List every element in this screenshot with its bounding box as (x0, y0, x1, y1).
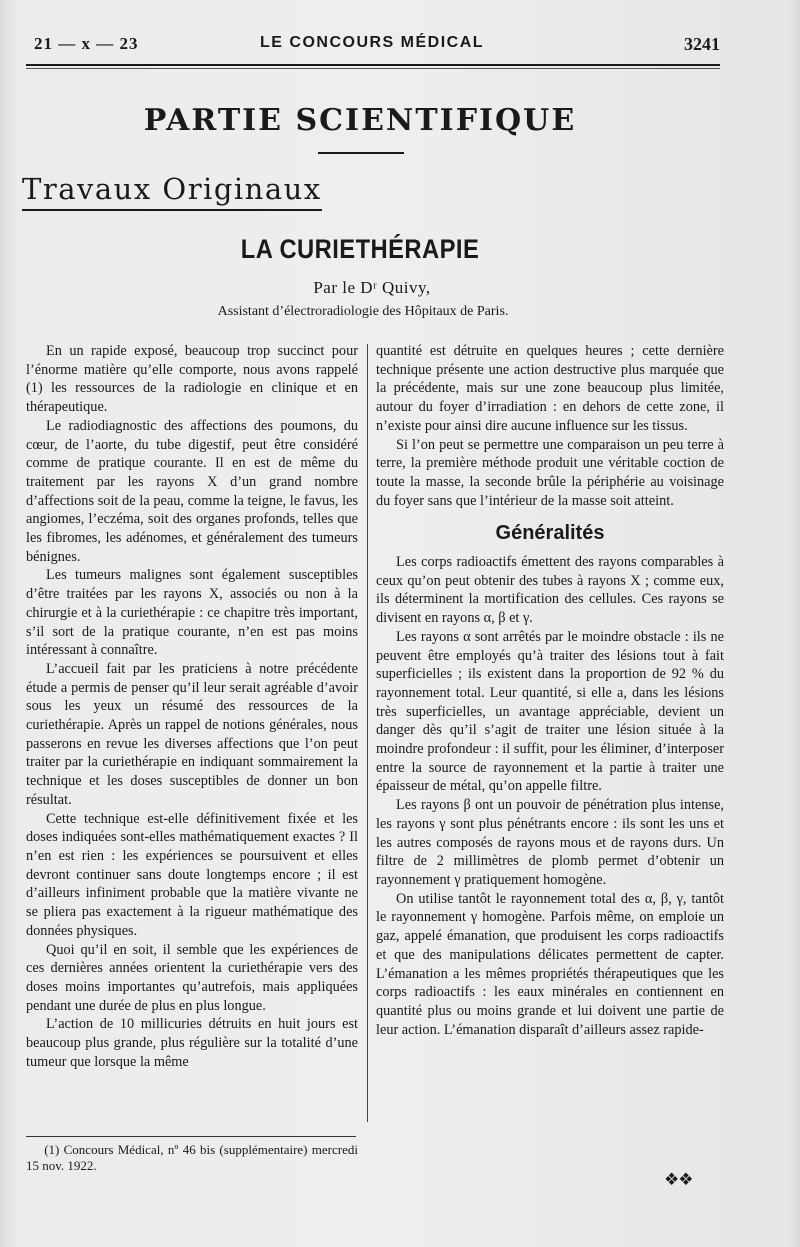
left-column (26, 342, 358, 1071)
paragraph: L’accueil fait par les praticiens à notre précédente étude a permis de penser qu’il leur serait agréable d’avoir sous les yeux un résumé des ressources de la curiethérapie. Après un rappel de notions générales, nous passerons en revue les diverses affections que l’on peut traiter par la curiethérapie en indiquant sommairement la technique et les doses susceptibles de donner un bon résultat. (26, 660, 358, 808)
paragraph: Quoi qu’il en soit, il semble que les expériences de ces dernières années orientent la curiethérapie vers des doses moins importantes qu’autrefois, mais appliquées pendant une durée de plus en plus longue. (26, 941, 358, 1014)
right-column (376, 342, 724, 1039)
rubric-rule (22, 209, 322, 211)
paragraph: Les tumeurs malignes sont également susceptibles d’être traitées par les rayons X, associés ou non à la chirurgie et à la curiethérapie : ce chapitre très important, s’il sort de la pratique courante, n’en est pas moins intéressant à connaître. (26, 567, 358, 659)
running-head (28, 34, 720, 56)
header-rule (26, 64, 720, 66)
section-title-rule (318, 152, 404, 154)
rubric-heading: Travaux Originaux (22, 172, 322, 206)
running-head-journal: LE CONCOURS MÉDICAL (260, 34, 485, 51)
running-head-date: 21 — x — 23 (34, 34, 139, 53)
footnote-rule (26, 1136, 356, 1137)
paragraph: quantité est détruite en quelques heures ; cette dernière technique présente une action destructive plus marquée que la précédente, mais sur une zone beaucoup plus limitée, autour du foyer d’irradiation : en dehors de cette zone, il n’existe pour ainsi dire aucune influence sur les tissus. (376, 343, 724, 434)
section-title: PARTIE SCIENTIFIQUE (143, 103, 577, 138)
paragraph: L’action de 10 millicuries détruits en huit jours est beaucoup plus grande, plus régulière sur la totalité d’une tumeur que lorsque la même (26, 1016, 358, 1070)
author-affiliation: Assistant d’électroradiologie des Hôpitaux de Paris. (217, 304, 509, 319)
paragraph: Si l’on peut se permettre une comparaison un peu terre à terre, la première méthode produit une véritable coction de toute la masse, la seconde brûle la périphérie au voisinage du foyer sans que l’intérieur de la masse soit atteint. (376, 436, 724, 509)
header-rule-thin (26, 68, 720, 69)
paragraph: Les rayons α sont arrêtés par le moindre obstacle : ils ne peuvent être employés qu’à traiter des lésions tout à fait superficielles ; ils existent dans la proportion de 92 % du rayonnement total. Leur quantité, si elle a, dans les lésions très superficielles, un avantage appréciable, devient un danger dès qu’il s’agit de traiter une lésion située à la moindre profondeur : il suffit, pour les éliminer, d’interposer entre la source de rayonnement et la partie à traiter une épaisseur de métal, qu’on appelle filtre. (376, 628, 724, 795)
paragraph: On utilise tantôt le rayonnement total des α, β, γ, tantôt le rayonnement γ homogène. Parfois même, on emploie un gaz, appelé émanation, que produisent les corps radioactifs et que des manipulations délicates permettent de capter. L’émanation a les mêmes propriétés thérapeutiques que les corps radioactifs : les eaux minérales en contiennent en quantité plus ou moins grande et lui doivent une partie de leur action. L’émanation disparaît d’ailleurs assez rapide- (376, 890, 724, 1038)
article-title: LA CURIETHÉRAPIE (240, 234, 480, 264)
subheading: Généralités (495, 522, 605, 545)
article-byline: Par le Dʳ Quivy, (313, 278, 431, 297)
paragraph: Les corps radioactifs émettent des rayons comparables à ceux qu’on peut obtenir des tubes à rayons X ; comme eux, ils déterminent la mortification des cellules. Ces rayons se divisent en rayons α, β et γ. (376, 554, 724, 627)
page-number: 3241 (684, 34, 720, 54)
paragraph: En un rapide exposé, beaucoup trop succinct pour l’énorme matière qu’elle comporte, nous avons rappelé (1) les ressources de la radiologie en clinique et en thérapeutique. (26, 343, 358, 416)
end-ornament-icon: ❖❖ (664, 1170, 693, 1189)
paragraph: Les rayons β ont un pouvoir de pénétration plus intense, les rayons γ sont plus pénétrants encore : ils sont les uns et les autres composés de rayons mous et de rayons durs. Un filtre de 2 millimètres de plomb permet d’obtenir un rayonnement γ pratiquement homogène. (376, 797, 724, 888)
footnote-text: (1) Concours Médical, nº 46 bis (supplémentaire) mercredi 15 nov. 1922. (26, 1142, 358, 1173)
column-divider (367, 344, 368, 1122)
footnote (26, 1142, 358, 1174)
paragraph: Le radiodiagnostic des affections des poumons, du cœur, de l’aorte, du tube digestif, peut être considéré comme de pratique courante. Il en est de même du traitement par les rayons X d’un grand nombre d’affections soit de la peau, comme la teigne, le favus, les angiomes, l’eczéma, soit des organes profonds, telles que les fibromes, les adénomes, et généralement des tumeurs bénignes. (26, 417, 358, 565)
paragraph: Cette technique est-elle définitivement fixée et les doses indiquées sont-elles mathématiquement exactes ? Il n’en est rien : les expériences se poursuivent et elles devront continuer sans doute longtemps encore ; il est d’ailleurs infiniment probable que la matière vivante ne se pliera pas exactement à la rigueur mathématique des données physiques. (26, 810, 358, 939)
